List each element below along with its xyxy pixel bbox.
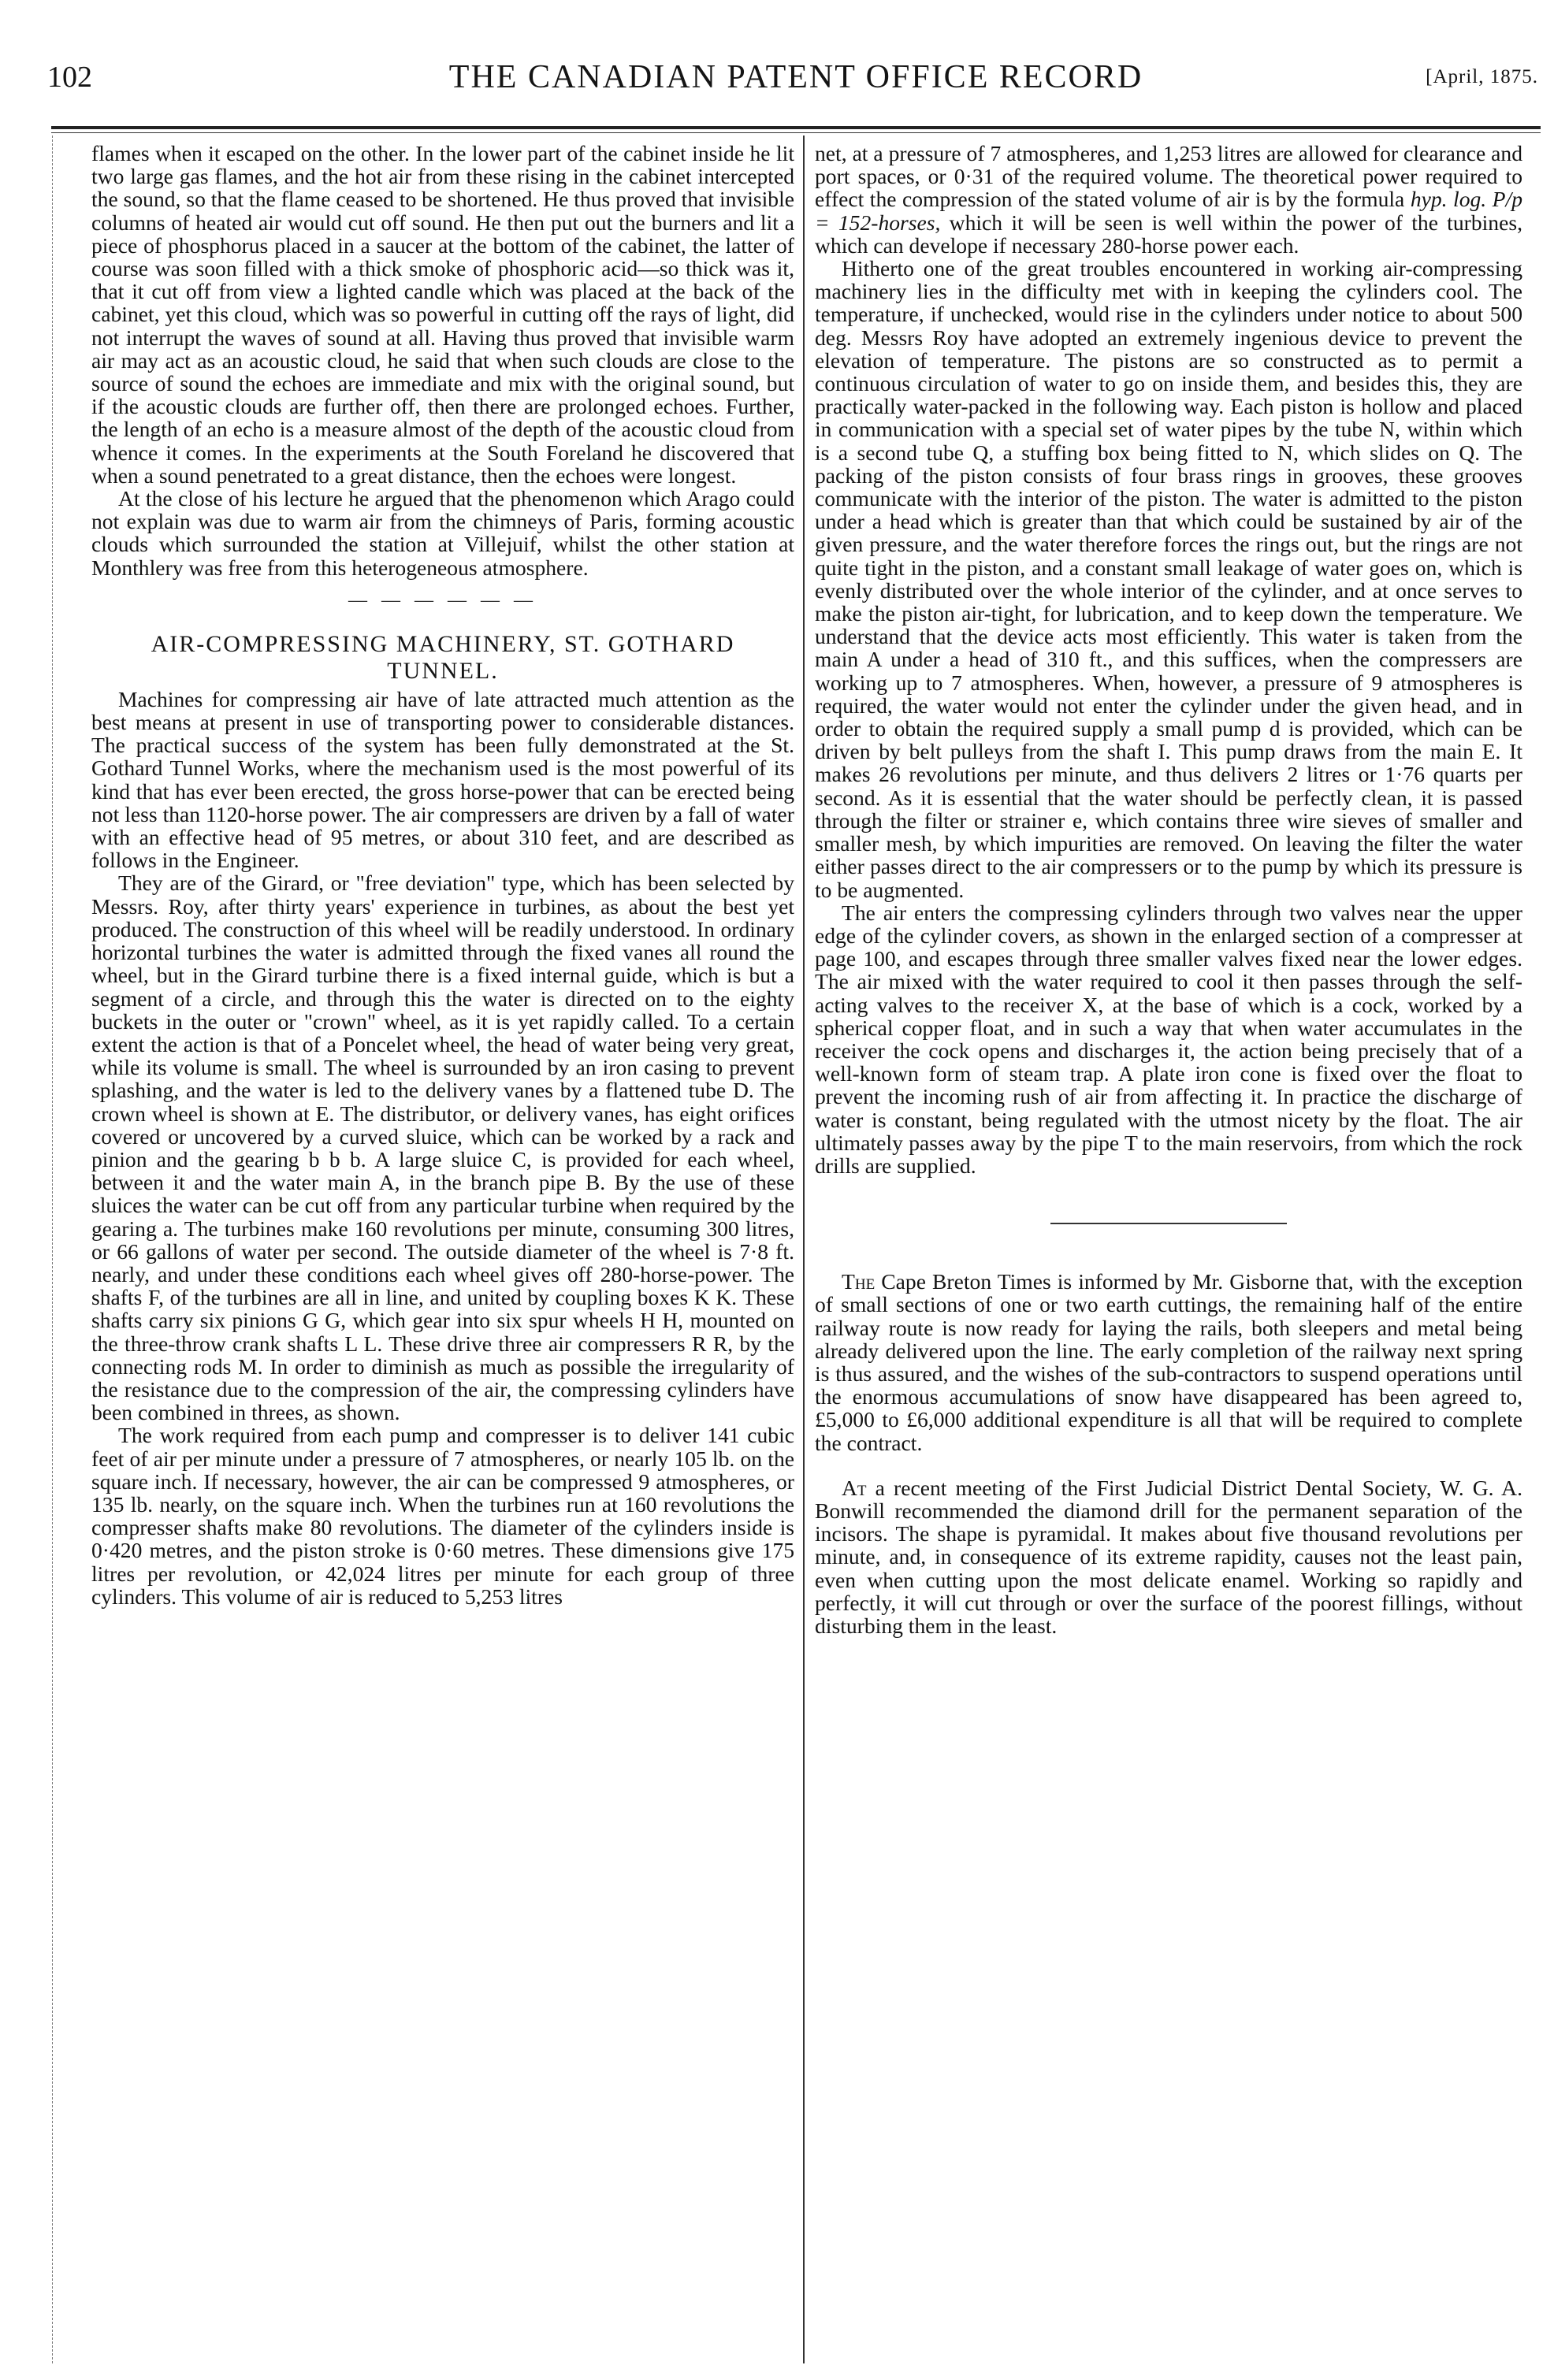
acoustic-clouds-paragraph-2: At the close of his lecture he argued that the phenomenon which Arago could not explain was due to warm air from the chimneys of Paris, forming acoustic clouds which surrounded the station at Villejuif, whilst the other station at Monthlery was free from this heterogeneous atmosphere. — [91, 486, 794, 580]
dental-drill-text: a recent meeting of the First Judicial District Dental Society, W. G. A. Bonwill recommended the diamond drill for the permanent separation of the incisors. The shape is pyramidal. It makes about five thousand revolutions per minute, and, in consequence of its extreme rapidity, causes not the least pain, even when cutting upon the most delicate enamel. Working so rapidly and perfectly, it will cut through or over the surface of the poorest fillings, without disturbing them in the least. — [815, 1475, 1522, 1638]
header-rule — [51, 126, 1541, 129]
continued-text-end: which it will be seen is well within the power of the turbines, which can develope if necessary 280-horse power each. — [815, 210, 1522, 258]
item-separator-rule — [1050, 1223, 1287, 1224]
air-compressing-paragraph-3: The work required from each pump and compresser is to deliver 141 cubic feet of air per minute under a pressure of 7 atmospheres, or nearly 105 lb. on the square inch. If necessary, however, the air can be compressed 9 atmospheres, or 135 lb. nearly, on the square inch. When the turbines run at 160 revolutions the compresser shafts make 80 revolutions. The diameter of the cylinders inside is 0·420 metres, and the piston stroke is 0·60 metres. These dimensions give 175 litres per revolution, or 42,024 litres per minute for each group of three cylinders. This volume of air is reduced to 5,253 litres — [91, 1423, 794, 1609]
section-title-line-1: AIR-COMPRESSING MACHINERY, ST. GOTHARD — [151, 630, 735, 657]
page-edge-rule — [52, 136, 53, 2363]
journal-title: THE CANADIAN PATENT OFFICE RECORD — [448, 59, 1143, 95]
header-rule-thin — [51, 132, 1541, 133]
air-intake-paragraph: The air enters the compressing cylinders through two valves near the upper edge of the cylinder covers, as shown in the enlarged section of a compresser at page 100, and escapes through three smaller valves fixed near the lower edges. The air mixed with the water required to cool it then passes through the self-acting valves to the receiver X, at the base of which is a cock, worked by a spherical copper float, and in such a way that when water accumulates in the receiver the cock opens and discharges it, the action being precisely that of a well-known form of steam trap. A plate iron cone is fixed over the float to prevent the incoming rush of air from affecting it. In practice the discharge of water is constant, being regulated with the utmost nicety by the float. The air ultimately passes away by the pipe T to the main reservoirs, from which the rock drills are supplied. — [815, 900, 1522, 1178]
section-title — [91, 631, 794, 685]
column-divider — [803, 136, 805, 2363]
page-number: 102 — [47, 61, 92, 94]
compression-formula: hyp. log. P/p = 152-horses, — [815, 187, 1523, 235]
air-compressing-continued — [815, 142, 1522, 257]
running-head — [47, 55, 1545, 106]
cape-breton-text: Cape Breton Times is informed by Mr. Gisborne that, with the exception of small sections of one or two earth cuttings, the remaining half of the entire railway route is now ready for laying the rails, both sleepers and metal being already delivered upon the line. The early completion of the railway next spring is thus assured, and the wishes of the sub-contractors to suspend operations until the enormous accumulations of snow have disappeared has been agreed to, £5,000 to £6,000 additional expenditure is all that will be required to complete the contract. — [815, 1269, 1522, 1455]
issue-date: [April, 1875. — [1426, 66, 1538, 87]
air-compressing-paragraph-1: Machines for compressing air have of late attracted much attention as the best means at present in use of transporting power to considerable distances. The practical success of the system has been fully demonstrated at the St. Gothard Tunnel Works, where the mechanism used is the most powerful of its kind that has ever been erected, the gross horse-power that can be erected being not less than 1120-horse power. The air compressers are driven by a fall of water with an effective head of 95 metres, or about 310 feet, and are described as follows in the Engineer. — [91, 686, 794, 873]
cape-breton-item — [815, 1270, 1522, 1454]
item-gap — [815, 1454, 1522, 1476]
section-title-line-2: TUNNEL. — [387, 657, 499, 684]
left-column — [91, 142, 794, 1608]
dental-drill-item — [815, 1476, 1522, 1637]
right-column — [815, 142, 1522, 1637]
cooling-paragraph: Hitherto one of the great troubles encountered in working air-compressing machinery lies in the difficulty met with in keeping the cylinders cool. The temperature, if unchecked, would rise in the cylinders under notice to about 500 deg. Messrs Roy have adopted an extremely ingenious device to prevent the elevation of temperature. The pistons are so constructed as to permit a continuous circulation of water to go on inside them, and besides this, they are practically water-packed in the following way. Each piston is hollow and placed in communication with a special set of water pipes by the tube N, within which is a second tube Q, a stuffing box being fitted to N, which slides on Q. The packing of the piston consists of four brass rings in grooves, these grooves communicate with the interior of the piston. The water is admitted to the piston under a head which is greater than that which could be sustained by air of the given pressure, and the water therefore forces the rings out, but the rings are not quite tight in the piston, and a constant small leakage of water goes on, which is evenly distributed over the whole interior of the cylinder, and at once serves to make the piston air-tight, for lubrication, and to keep down the temperature. We understand that the device acts most efficiently. This water is taken from the main A under a head of 310 ft., and this suffices, when the compressers are working up to 7 atmospheres. When, however, a pressure of 9 atmospheres is required, the water would not enter the cylinder under the given head, and in order to obtain the required supply a small pump d is provided, which can be driven by belt pulleys from the shaft I. This pump draws from the main E. It makes 26 revolutions per minute, and thus delivers 2 litres or 1·76 quarts per second. As it is essential that the water should be perfectly clean, it is passed through the filter or strainer e, which contains three wire sieves of smaller and smaller mesh, by which impurities are removed. On leaving the filter the water either passes direct to the air compressers or to the pump by which its pressure is to be augmented. — [815, 256, 1522, 902]
acoustic-clouds-paragraph-1: flames when it escaped on the other. In the lower part of the cabinet inside he lit two large gas flames, and the hot air from these rising in the cabinet intercepted the sound, so that the flame ceased to be shortened. He thus proved that invisible columns of heated air would cut off sound. He then put out the burners and lit a piece of phosphorus placed in a saucer at the bottom of the cabinet, the latter of course was soon filled with a thick smoke of phosphoric acid—so thick was it, that it cut off from view a lighted candle which was placed at the back of the cabinet, yet this cloud, which was so powerful in cutting off the rays of light, did not interrupt the waves of sound at all. Having thus proved that invisible warm air may act as an acoustic cloud, he said that when such clouds are close to the source of sound the echoes are immediate and mix with the original sound, but if the acoustic clouds are further off, then there are prolonged echoes. Further, the length of an echo is a measure almost of the depth of the acoustic cloud from whence it comes. In the experiments at the South Foreland he discovered that when a sound penetrated to a great distance, then the echoes were longest. — [91, 141, 794, 488]
continued-text: net, at a pressure of 7 atmospheres, and 1,253 litres are allowed for clearance and port spaces, or 0·31 of the required volume. The theoretical power required to effect the compression of the stated volume of air is by the formula — [815, 141, 1522, 212]
air-compressing-paragraph-2: They are of the Girard, or "free deviation" type, which has been selected by Messrs. Roy, after thirty years' experience in turbines, as about the best yet produced. The construction of this wheel will be readily understood. In ordinary horizontal turbines the water is admitted through the fixed vanes all round the wheel, but in the Girard turbine there is a fixed internal guide, which is but a segment of a circle, and through this the water is directed on to the eighty buckets in the outer or "crown" wheel, as it is yet rapidly called. To a certain extent the action is that of a Poncelet wheel, the head of water being very great, while its volume is small. The wheel is surrounded by an iron casing to prevent splashing, and the water is led to the delivery vanes by a flattened tube D. The crown wheel is shown at E. The distributor, or delivery vanes, has eight orifices covered or uncovered by a curved sluice, which can be worked by a rack and pinion and the gearing b b b. A large sluice C, is provided for each wheel, between it and the water main A, in the branch pipe B. By the use of these sluices the water can be cut off from any particular turbine when required by the gearing a. The turbines make 160 revolutions per minute, consuming 300 litres, or 66 gallons of water per second. The outside diameter of the wheel is 7·8 ft. nearly, and under these conditions each wheel gives off 280-horse-power. The shafts F, of the turbines are all in line, and united by coupling boxes K K. These shafts carry six pinions G G, which gear into six spur wheels H H, mounted on the three-throw crank shafts L L. These drive three air compressers R R, by the connecting rods M. In order to diminish as much as possible the irregularity of the resistance due to the compression of the air, the compressing cylinders have been combined in threes, as shown. — [91, 871, 794, 1425]
dental-drill-lead: At — [842, 1475, 867, 1500]
cape-breton-lead: The — [842, 1269, 876, 1294]
section-break-rule: — — — — — — — [348, 589, 537, 611]
